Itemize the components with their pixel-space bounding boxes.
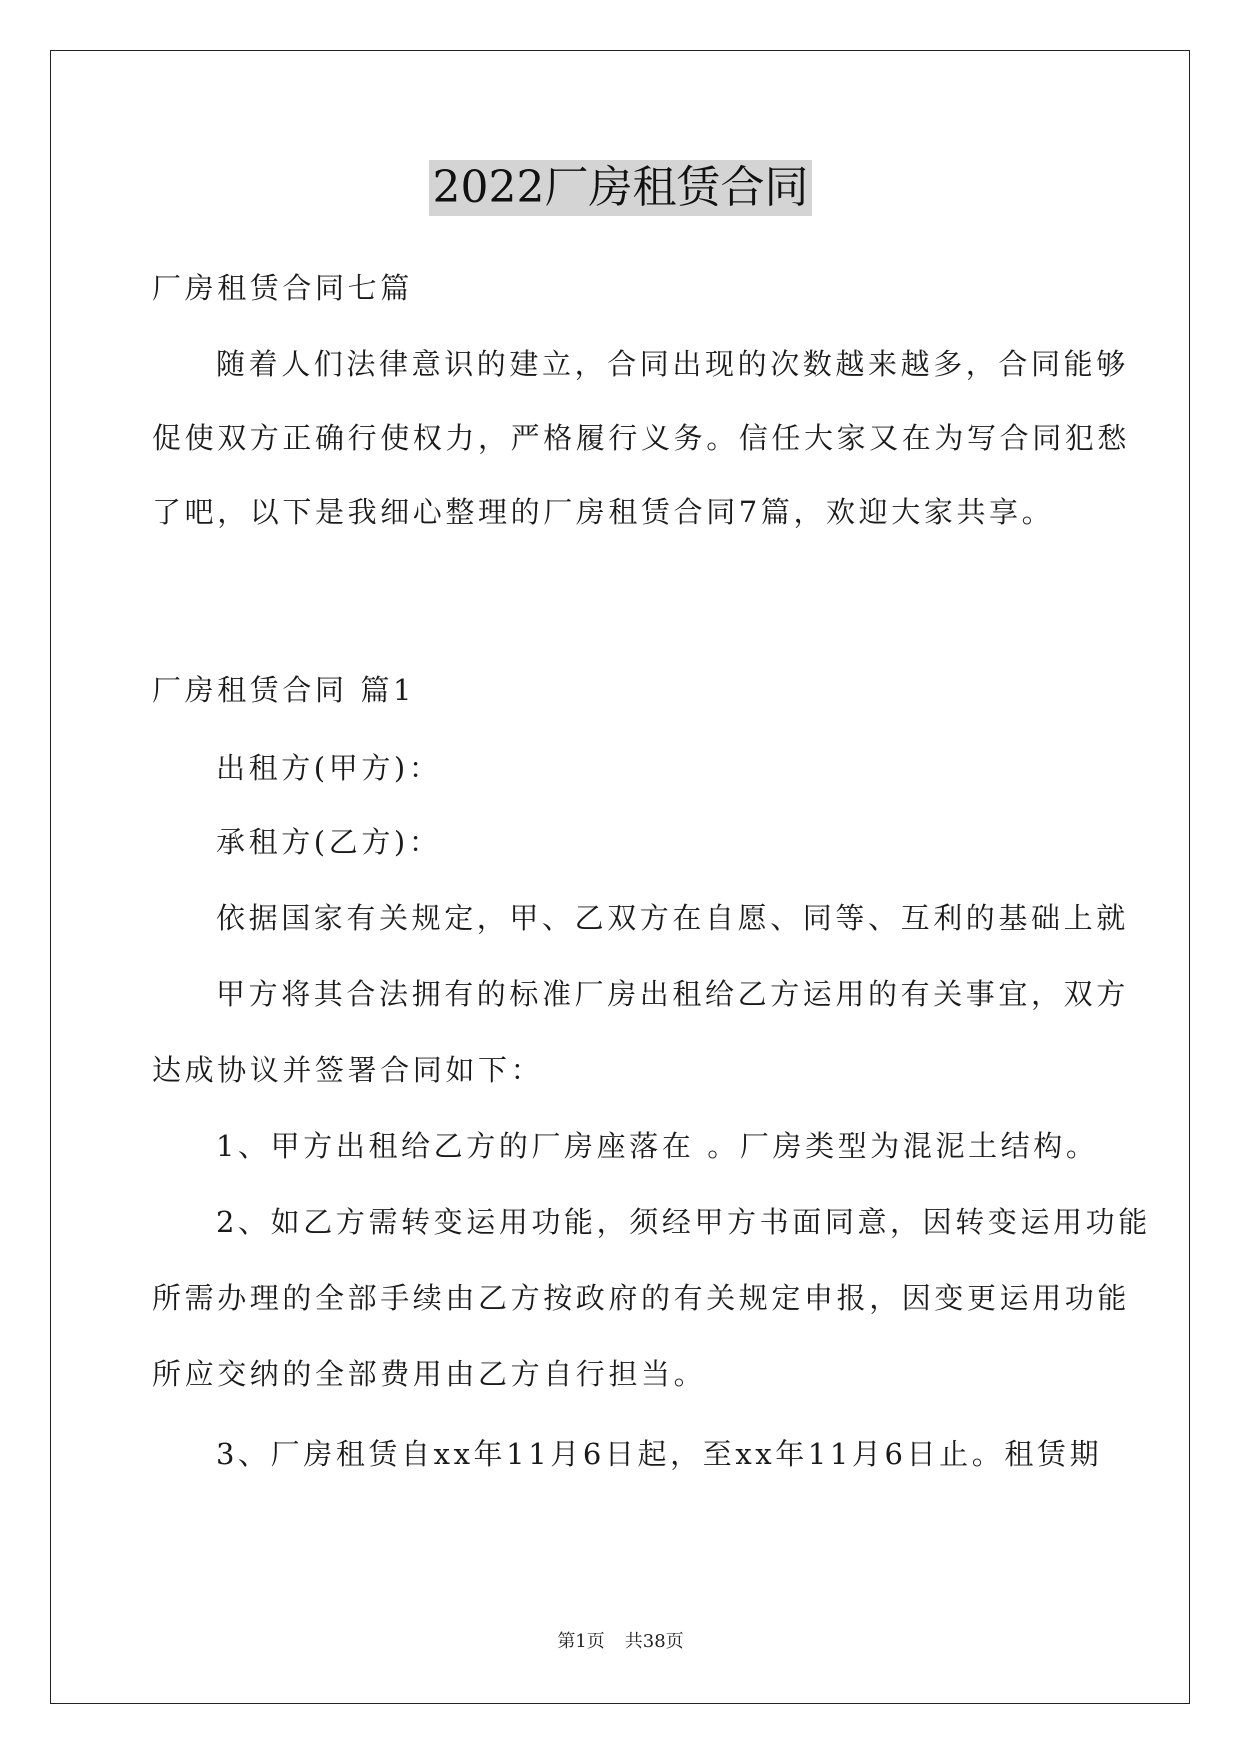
intro-line-1: 随着人们法律意识的建立，合同出现的次数越来越多，合同能够 [216, 347, 1129, 381]
clause-2-line-1: 2、如乙方需转变运用功能，须经甲方书面同意，因转变运用功能 [216, 1205, 1151, 1239]
clause-3: 3、厂房租赁自xx年11月6日起，至xx年11月6日止。租赁期 [216, 1437, 1103, 1471]
intro-line-3: 了吧，以下是我细心整理的厂房租赁合同7篇，欢迎大家共享。 [152, 495, 1055, 529]
clause-2-line-3: 所应交纳的全部费用由乙方自行担当。 [152, 1357, 707, 1391]
page-number-total: 共38页 [624, 1631, 684, 1652]
document-title: 2022厂房租赁合同 [429, 160, 813, 216]
intro-line-2: 促使双方正确行使权力，严格履行义务。信任大家又在为写合同犯愁 [152, 421, 1131, 455]
subtitle: 厂房租赁合同七篇 [152, 271, 413, 305]
lessee-label: 承租方(乙方)： [216, 825, 442, 859]
preamble-line-2: 甲方将其合法拥有的标准厂房出租给乙方运用的有关事宜，双方 [216, 977, 1129, 1011]
lessor-label: 出租方(甲方)： [216, 751, 442, 785]
clause-2-line-2: 所需办理的全部手续由乙方按政府的有关规定申报，因变更运用功能 [152, 1281, 1131, 1315]
clause-1: 1、甲方出租给乙方的厂房座落在 。厂房类型为混泥土结构。 [216, 1129, 1099, 1163]
preamble-line-3: 达成协议并签署合同如下： [152, 1053, 544, 1087]
page-number-current: 第1页 [557, 1631, 605, 1652]
title-container [0, 160, 1241, 216]
page-footer [0, 1630, 1241, 1654]
preamble-line-1: 依据国家有关规定，甲、乙双方在自愿、同等、互利的基础上就 [216, 901, 1129, 935]
section-heading: 厂房租赁合同 篇1 [152, 673, 416, 707]
